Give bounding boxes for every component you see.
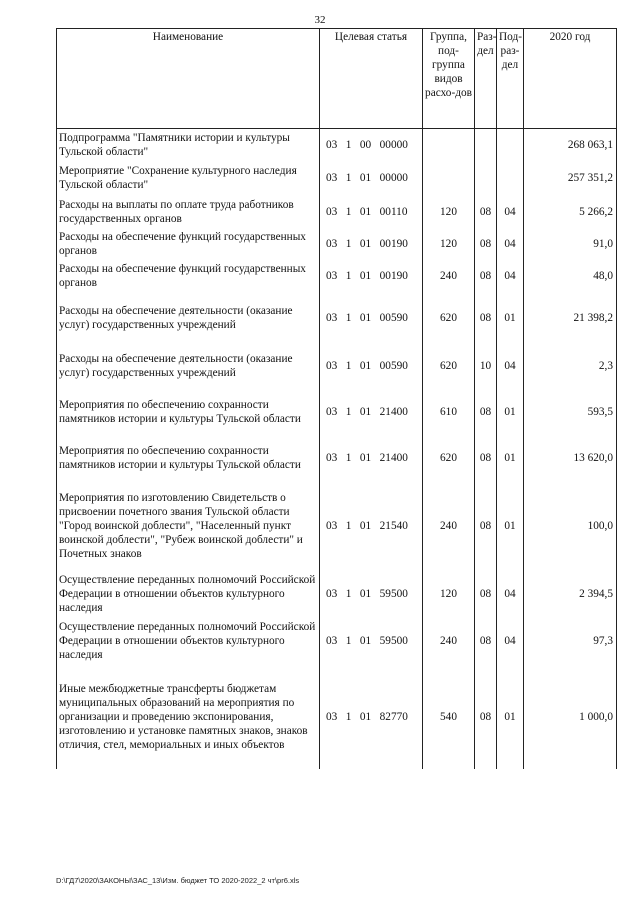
row-group: 120	[423, 229, 475, 259]
row-name: Иные межбюджетные трансферты бюджетам муниципальных образований на мероприятия по организации и проведению экспонирования, изготовлению и установке памятных знаков, знаков отличия, стел, мемориальных и иных объектов	[57, 665, 320, 769]
row-subsection: 04	[497, 617, 524, 665]
table-body	[57, 129, 617, 769]
row-subsection	[497, 161, 524, 195]
page-number: 32	[314, 14, 326, 26]
row-name: Расходы на выплаты по оплате труда работников государственных органов	[57, 195, 320, 229]
row-section: 10	[475, 343, 497, 389]
row-target: 03 1 01 21400	[320, 435, 423, 481]
row-target: 03 1 01 21400	[320, 389, 423, 435]
row-target: 03 1 00 00000	[320, 129, 423, 161]
table-row	[57, 293, 617, 343]
row-amount: 2,3	[524, 343, 617, 389]
row-group: 240	[423, 481, 475, 571]
row-subsection: 04	[497, 571, 524, 617]
row-amount: 21 398,2	[524, 293, 617, 343]
row-name: Осуществление переданных полномочий Российской Федерации в отношении объектов культурного наследия	[57, 617, 320, 665]
row-amount: 48,0	[524, 259, 617, 293]
row-name: Мероприятия по обеспечению сохранности памятников истории и культуры Тульской области	[57, 389, 320, 435]
row-name: Расходы на обеспечение функций государственных органов	[57, 259, 320, 293]
table-row	[57, 571, 617, 617]
row-subsection: 01	[497, 389, 524, 435]
row-name: Мероприятие "Сохранение культурного наследия Тульской области"	[57, 161, 320, 195]
row-section: 08	[475, 617, 497, 665]
header-name: Наименование	[57, 29, 320, 129]
row-amount: 2 394,5	[524, 571, 617, 617]
table-row	[57, 259, 617, 293]
row-amount: 13 620,0	[524, 435, 617, 481]
row-group: 240	[423, 259, 475, 293]
table-row	[57, 481, 617, 571]
row-name: Осуществление переданных полномочий Российской Федерации в отношении объектов культурного наследия	[57, 571, 320, 617]
row-group: 540	[423, 665, 475, 769]
table-row	[57, 665, 617, 769]
row-target: 03 1 01 59500	[320, 617, 423, 665]
row-subsection: 04	[497, 195, 524, 229]
row-name: Расходы на обеспечение деятельности (оказание услуг) государственных учреждений	[57, 293, 320, 343]
table-row	[57, 435, 617, 481]
table-row	[57, 161, 617, 195]
header-section: Раз-дел	[475, 29, 497, 129]
row-target: 03 1 01 00590	[320, 343, 423, 389]
row-name: Расходы на обеспечение деятельности (оказание услуг) государственных учреждений	[57, 343, 320, 389]
row-name: Подпрограмма "Памятники истории и культуры Тульской области"	[57, 129, 320, 161]
row-group: 620	[423, 435, 475, 481]
header-subsection: Под-раз-дел	[497, 29, 524, 129]
row-section: 08	[475, 435, 497, 481]
row-section: 08	[475, 229, 497, 259]
row-section: 08	[475, 665, 497, 769]
table-row	[57, 129, 617, 161]
header-target: Целевая статья	[320, 29, 423, 129]
row-amount: 91,0	[524, 229, 617, 259]
row-target: 03 1 01 21540	[320, 481, 423, 571]
row-section	[475, 161, 497, 195]
row-target: 03 1 01 82770	[320, 665, 423, 769]
row-section: 08	[475, 195, 497, 229]
row-subsection: 01	[497, 435, 524, 481]
table-row	[57, 343, 617, 389]
row-target: 03 1 01 00190	[320, 259, 423, 293]
row-subsection	[497, 129, 524, 161]
row-subsection: 04	[497, 259, 524, 293]
row-amount: 257 351,2	[524, 161, 617, 195]
row-name: Мероприятия по изготовлению Свидетельств о присвоении почетного звания Тульской области "Город воинской доблести", "Населенный пункт воинской доблести", "Рубеж воинской доблести" и Почетных знаков	[57, 481, 320, 571]
row-section: 08	[475, 389, 497, 435]
row-amount: 593,5	[524, 389, 617, 435]
row-target: 03 1 01 00190	[320, 229, 423, 259]
row-group	[423, 129, 475, 161]
table-row	[57, 195, 617, 229]
table-row	[57, 389, 617, 435]
row-section	[475, 129, 497, 161]
row-section: 08	[475, 481, 497, 571]
row-subsection: 04	[497, 343, 524, 389]
header-group: Группа, под-группа видов расхо-дов	[423, 29, 475, 129]
budget-table	[56, 28, 617, 769]
row-section: 08	[475, 571, 497, 617]
row-name: Мероприятия по обеспечению сохранности памятников истории и культуры Тульской области	[57, 435, 320, 481]
row-group: 120	[423, 195, 475, 229]
row-group	[423, 161, 475, 195]
row-target: 03 1 01 59500	[320, 571, 423, 617]
row-group: 240	[423, 617, 475, 665]
table-row	[57, 229, 617, 259]
row-amount: 1 000,0	[524, 665, 617, 769]
row-target: 03 1 01 00000	[320, 161, 423, 195]
row-group: 620	[423, 293, 475, 343]
row-subsection: 01	[497, 293, 524, 343]
row-amount: 268 063,1	[524, 129, 617, 161]
row-name: Расходы на обеспечение функций государственных органов	[57, 229, 320, 259]
row-group: 120	[423, 571, 475, 617]
row-subsection: 04	[497, 229, 524, 259]
table-row	[57, 617, 617, 665]
row-target: 03 1 01 00590	[320, 293, 423, 343]
row-amount: 97,3	[524, 617, 617, 665]
footer-file-path: D:\ГД7\2020\ЗАКОНЫ\ЗАС_13\Изм. бюджет ТО 2020-2022_2 чт\pr6.xls	[56, 876, 300, 885]
row-target: 03 1 01 00110	[320, 195, 423, 229]
row-group: 610	[423, 389, 475, 435]
row-subsection: 01	[497, 665, 524, 769]
header-year: 2020 год	[524, 29, 617, 129]
row-amount: 5 266,2	[524, 195, 617, 229]
row-group: 620	[423, 343, 475, 389]
row-subsection: 01	[497, 481, 524, 571]
table-header-row	[57, 29, 617, 129]
row-amount: 100,0	[524, 481, 617, 571]
row-section: 08	[475, 259, 497, 293]
row-section: 08	[475, 293, 497, 343]
